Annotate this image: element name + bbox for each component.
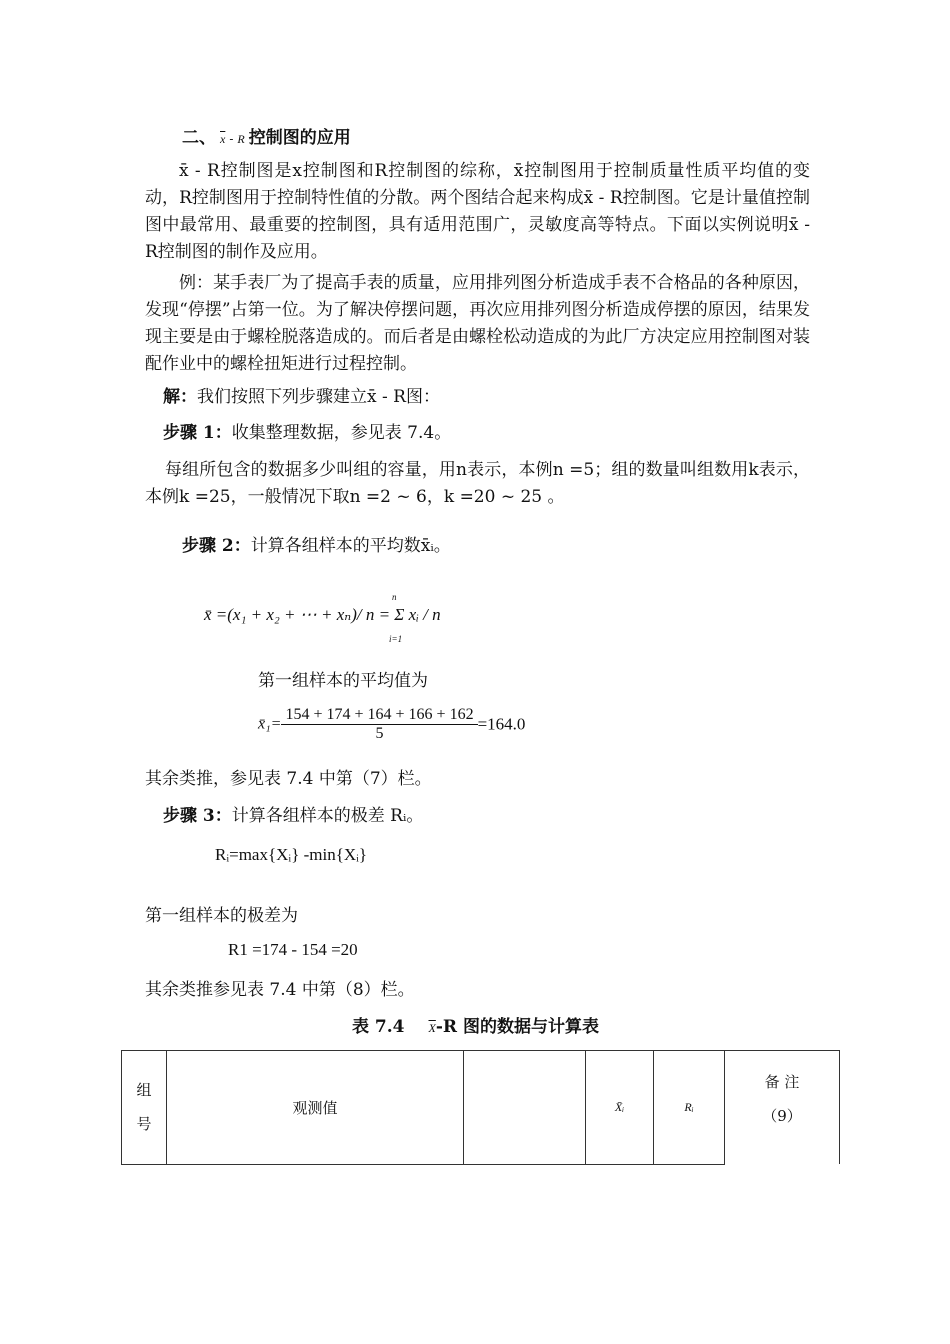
step-2: 步骤 2：计算各组样本的平均数x̄ᵢ。 [182, 536, 451, 556]
table-header-row [122, 1051, 840, 1165]
mean-formula: x̄ =(x₁ + x₂ + ⋯ + xₙ)/ n = Σ xᵢ / n [204, 605, 441, 624]
sum-lower-limit: i=1 [389, 634, 403, 644]
solution-line: 解：我们按照下列步骤建立x̄ - R图： [163, 387, 440, 407]
step-1: 步骤 1：收集整理数据，参见表 7.4。 [163, 423, 452, 443]
rest-column-8: 其余类推参见表 7.4 中第（8）栏。 [145, 980, 415, 1000]
first-mean-label: 第一组样本的平均值为 [258, 671, 428, 691]
header-notes: 备 注 （9） [725, 1051, 840, 1165]
rest-column-7: 其余类推，参见表 7.4 中第（7）栏。 [145, 769, 432, 789]
sum-upper-limit: n [392, 592, 397, 602]
intro-paragraph: x̄ - R控制图是x控制图和R控制图的综称，x̄控制图用于控制质量性质平均值的变动，R控制图用于控制特性值的分散。两个图结合起来构成x̄ - R控制图。它是计量值控制图中最常用、最重要的控制图，具有适用范围广，灵敏度高等特点。下面以实例说明x̄ - R控制图的制作及应用。 [145, 161, 810, 262]
first-range-label: 第一组样本的极差为 [145, 906, 298, 926]
first-mean-formula: x̄₁= $\frac{154 + 174 + 164 + 166 + 162}{5}$ =164.0 [258, 706, 526, 742]
header-observations: 观测值 [167, 1051, 464, 1165]
example-paragraph: 例：某手表厂为了提高手表的质量，应用排列图分析造成手表不合格品的各种原因，发现“停摆”占第一位。为了解决停摆问题，再次应用排列图分析造成停摆的原因，结果发现主要是由于螺栓脱落造成的。而后者是由螺栓松动造成的为此厂方决定应用控制图对装配作业中的螺栓扭矩进行过程控制。 [145, 273, 810, 374]
header-blank [464, 1051, 586, 1165]
range-formula: Rᵢ=max{Xᵢ} -min{Xᵢ} [215, 845, 368, 864]
sample-size-paragraph: 每组所包含的数据多少叫组的容量，用n表示，本例n =5；组的数量叫组数用k表示，本例k =25，一般情况下取n =2 ~ 6，k =20 ~ 25 。 [145, 460, 810, 507]
header-mean: X̄ᵢ [586, 1051, 654, 1165]
header-group-number: 组 号 [122, 1051, 167, 1165]
data-table [121, 1050, 840, 1165]
section-heading: 二、 $\overline{x}$ - R 控制图的应用 [182, 128, 351, 148]
table-caption: 表 7.4 $\overline{X}-R$ 图的数据与计算表 [352, 1017, 599, 1037]
step-3: 步骤 3：计算各组样本的极差 Rᵢ。 [163, 806, 424, 826]
header-range: Rᵢ [654, 1051, 725, 1165]
first-range-formula: R1 =174 - 154 =20 [228, 940, 358, 959]
